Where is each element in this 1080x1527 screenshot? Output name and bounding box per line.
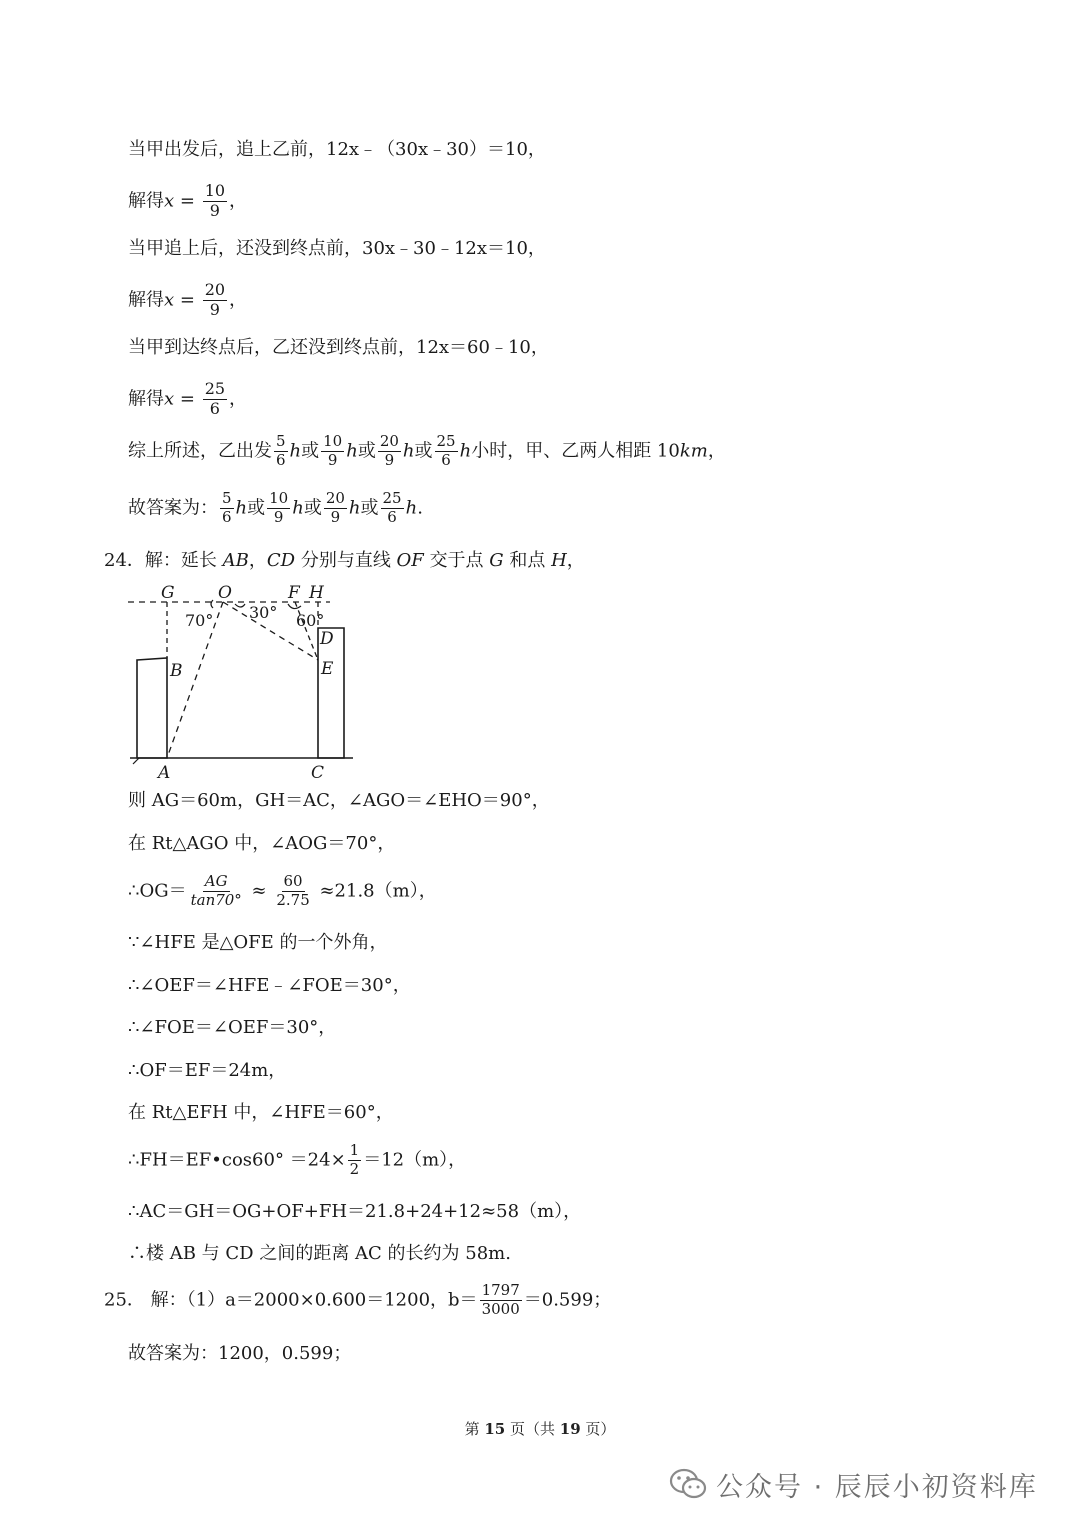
solution-line-2: 解得x = $\frac{10}{9}$ ， [128, 181, 248, 220]
watermark [668, 1462, 1038, 1506]
angle-60: 60° [296, 611, 325, 630]
watermark-text: 公众号 · 辰辰小初资料库 [716, 1471, 1038, 1503]
q24-step-9: ∴FH＝EF•cos60° ＝24× $\frac{1}{2}$ ＝12（m）， [128, 1141, 467, 1178]
building-ab [137, 658, 167, 758]
page-footer: 第 15 页（共 19 页） [464, 1420, 616, 1438]
q24-step-5: ∴∠OEF＝∠HFE﹣∠FOE＝30°， [128, 975, 411, 996]
label-h: H [309, 583, 324, 603]
label-d: D [320, 629, 334, 649]
solution-line-3: 当甲追上后，还没到终点前，30x﹣30﹣12x＝10， [128, 238, 546, 259]
label-a: A [158, 763, 171, 782]
label-e: E [321, 659, 334, 679]
q24-step-7: ∴OF＝EF＝24m， [128, 1060, 287, 1081]
label-o: O [218, 583, 232, 603]
solution-line-8: 故答案为： $\frac{5}{6}$ h或 $\frac{10}{9}$ h或 $\frac{20}{9}$ h或 $\frac{25}{6}$ h. [128, 489, 423, 526]
q24-step-8: 在 Rt△EFH 中，∠HFE＝60°， [128, 1102, 394, 1123]
angle-30: 30° [249, 603, 278, 622]
q25-line-1: 25． 解：（1）a＝2000×0.600＝1200，b＝ $\frac{1797}{3000}$ ＝0.599； [104, 1281, 612, 1318]
q24-step-1: 则 AG＝60m，GH＝AC，∠AGO＝∠EHO＝90°， [128, 790, 550, 811]
label-g: G [161, 583, 175, 603]
q24-step-11: ∴楼 AB 与 CD 之间的距离 AC 的长约为 58m. [128, 1243, 511, 1264]
q24-step-2: 在 Rt△AGO 中，∠AOG＝70°， [128, 833, 396, 854]
solution-line-7: 综上所述，乙出发 $\frac{5}{6}$ h或 $\frac{10}{9}$ h或 $\frac{20}{9}$ h或 $\frac{25}{6}$ h小时，甲、乙两人相距 10km， [128, 432, 726, 469]
wechat-icon [668, 1466, 708, 1502]
label-f: F [288, 583, 300, 603]
solution-line-5: 当甲到达终点后，乙还没到终点前，12x＝60﹣10， [128, 337, 549, 358]
angle-70: 70° [185, 611, 214, 630]
q24-step-4: ∵∠HFE 是△OFE 的一个外角， [128, 932, 388, 953]
q24-intro: 24．解：延长 AB，CD 分别与直线 OF 交于点 G 和点 H， [104, 550, 585, 571]
label-c: C [311, 763, 325, 782]
solution-line-1: 当甲出发后，追上乙前，12x﹣（30x﹣30）＝10， [128, 139, 546, 160]
solution-line-4: 解得x = $\frac{20}{9}$ ， [128, 280, 248, 319]
q24-step-3: ∴OG＝ $\frac{AG}{\tan 70^\circ}$ ≈ $\frac{60}{2.75}$ ≈21.8（m）， [128, 872, 437, 909]
q24-step-6: ∴∠FOE＝∠OEF＝30°， [128, 1017, 337, 1038]
fraction: $\frac{25}{6}$ [204, 379, 226, 418]
label-b: B [170, 661, 183, 681]
solution-line-6: 解得x = $\frac{25}{6}$ ， [128, 379, 248, 418]
q25-answer: 故答案为：1200，0.599； [128, 1343, 352, 1364]
geometry-figure [125, 582, 365, 782]
q24-step-10: ∴AC＝GH＝OG+OF+FH＝21.8+24+12≈58（m）， [128, 1201, 582, 1222]
fraction: $\frac{10}{9}$ [204, 181, 226, 220]
fraction: $\frac{20}{9}$ [204, 280, 226, 319]
